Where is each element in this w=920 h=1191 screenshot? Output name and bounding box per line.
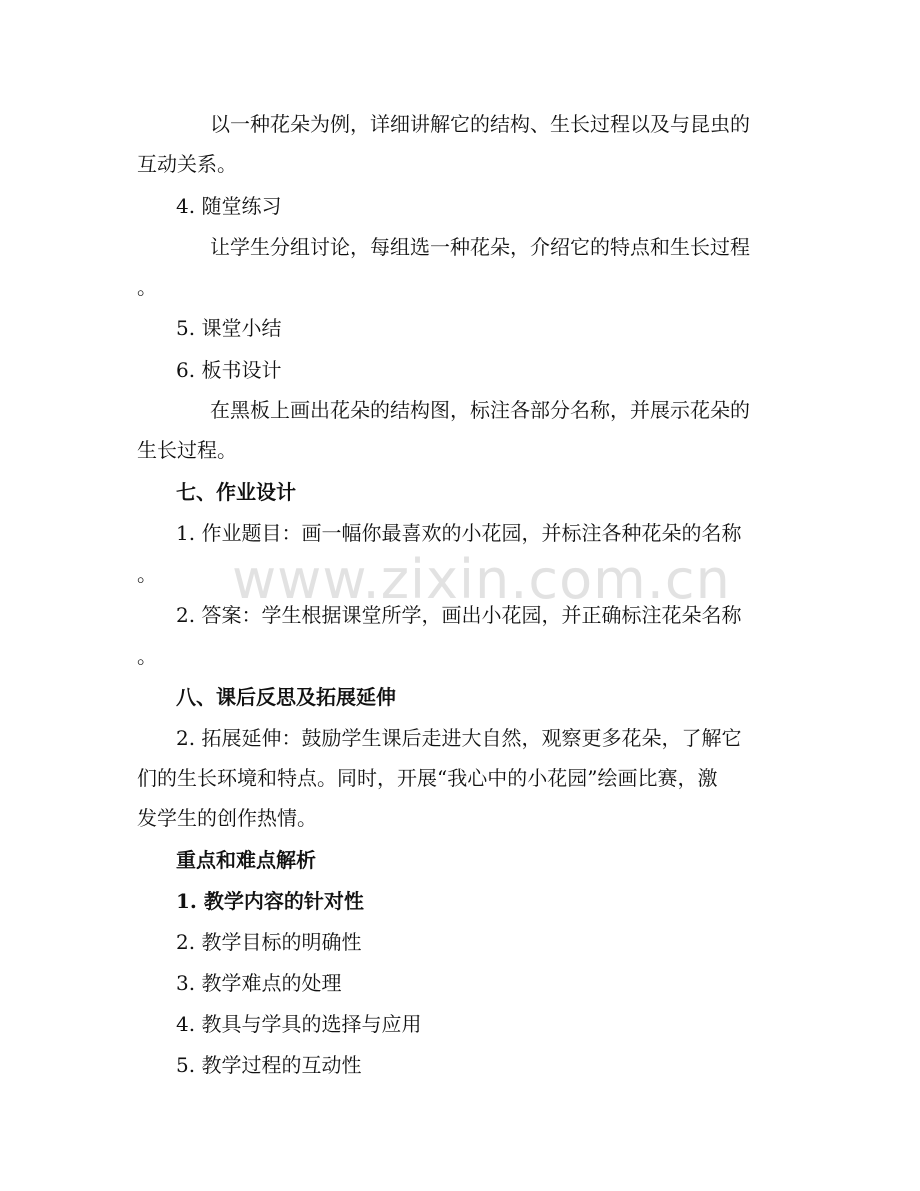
list-item: 2. 拓展延伸：鼓励学生课后走进大自然，观察更多花朵，了解它 [176,726,742,750]
list-item: 3. 教学难点的处理 [176,971,342,995]
paragraph-line: 。 [137,275,157,299]
paragraph-line: 们的生长环境和特点。同时，开展“我心中的小花园”绘画比赛，激 [137,766,718,790]
list-item: 2. 答案：学生根据课堂所学，画出小花园，并正确标注花朵名称 [176,603,742,627]
section-heading: 重点和难点解析 [176,848,316,872]
paragraph-line: 互动关系。 [137,152,237,176]
section-heading: 八、课后反思及拓展延伸 [176,685,396,709]
list-item: 4. 随堂练习 [176,194,282,218]
list-item: 1. 教学内容的针对性 [176,889,364,913]
list-item: 2. 教学目标的明确性 [176,930,362,954]
list-item: 1. 作业题目：画一幅你最喜欢的小花园，并标注各种花朵的名称 [176,521,742,545]
paragraph-line: 以一种花朵为例，详细讲解它的结构、生长过程以及与昆虫的 [210,112,750,136]
paragraph-line: 生长过程。 [137,438,237,462]
list-item: 5. 课堂小结 [176,316,282,340]
paragraph-line: 。 [137,562,157,586]
paragraph-line: 让学生分组讨论，每组选一种花朵，介绍它的特点和生长过程 [210,235,750,259]
section-heading: 七、作业设计 [176,480,296,504]
list-item: 4. 教具与学具的选择与应用 [176,1012,422,1036]
paragraph-line: 在黑板上画出花朵的结构图，标注各部分名称，并展示花朵的 [210,398,750,422]
watermark: www.zixin.com.cn [232,548,731,611]
list-item: 5. 教学过程的互动性 [176,1053,362,1077]
list-item: 6. 板书设计 [176,358,282,382]
paragraph-line: 发学生的创作热情。 [137,806,317,830]
paragraph-line: 。 [137,644,157,668]
